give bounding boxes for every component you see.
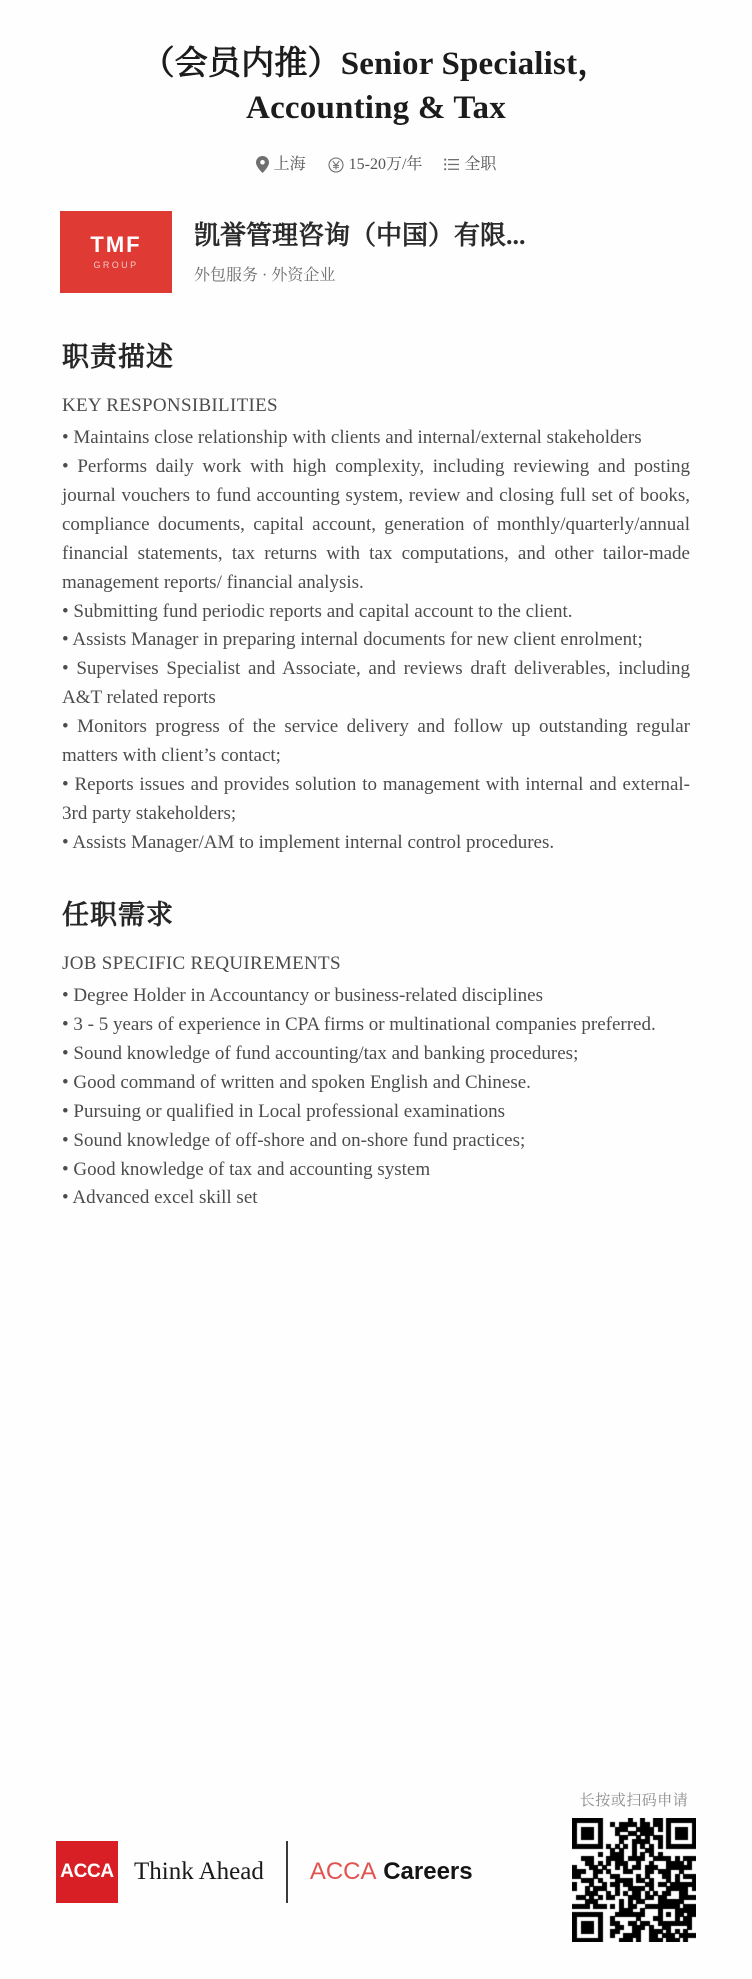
list-item: • Performs daily work with high complexity, including reviewing and posting journal vouchers to fund accounting system, review and closing full set of books, compliance documents, capital account, generation of monthly/quarterly/annual financial statements, tax returns with tax computations, and other tailor-made management reports/ financial analysis. [62, 456, 690, 593]
list-item: • Monitors progress of the service delivery and follow up outstanding regular matters with client’s contact; [62, 716, 690, 766]
company-info [194, 220, 696, 286]
responsibilities-list [62, 424, 690, 857]
acca-logo-text: ACCA [60, 1861, 114, 1882]
section-requirements [0, 899, 752, 1213]
list-item: • Supervises Specialist and Associate, and reviews draft deliverables, including A&T related reports [62, 658, 690, 709]
list-item: • Submitting fund periodic reports and capital account to the client. [62, 600, 573, 622]
qr-block[interactable] [572, 1789, 696, 1942]
list-lines-icon [444, 158, 459, 171]
meta-salary-label: 15-20万/年 [348, 155, 423, 173]
footer [0, 1789, 752, 1939]
meta-employment-type [444, 157, 496, 173]
acca-tagline: Think Ahead [134, 1858, 264, 1885]
job-meta-row [70, 156, 682, 173]
list-item: • Good command of written and spoken English and Chinese. [62, 1071, 531, 1093]
list-item: • Pursuing or qualified in Local professional examinations [62, 1100, 506, 1122]
company-logo [60, 211, 172, 293]
requirements-subheading: JOB SPECIFIC REQUIREMENTS [62, 952, 341, 974]
qr-code-image[interactable] [572, 1818, 696, 1942]
list-item: • 3 - 5 years of experience in CPA firms or multinational companies preferred. [62, 1014, 656, 1036]
acca-careers-word: Careers [383, 1858, 473, 1885]
responsibilities-subheading: KEY RESPONSIBILITIES [62, 394, 278, 416]
page-title: （会员内推）Senior Specialist，Accounting & Tax [141, 46, 611, 127]
acca-careers-brand-word: ACCA [309, 1858, 377, 1885]
list-item: • Good knowledge of tax and accounting system [62, 1158, 431, 1180]
responsibilities-heading: 职责描述 [62, 342, 174, 373]
company-name: 凯誉管理咨询（中国）有限... [194, 220, 526, 250]
company-tags: 外包服务 · 外资企业 [194, 267, 336, 285]
requirements-list [62, 982, 690, 1213]
qr-caption: 长按或扫码申请 [579, 1793, 689, 1809]
meta-employment-type-label: 全职 [464, 155, 497, 173]
acca-branding [56, 1841, 473, 1903]
meta-location-label: 上海 [273, 155, 306, 173]
list-item: • Maintains close relationship with clients and internal/external stakeholders [62, 427, 642, 449]
acca-careers-brand [310, 1858, 473, 1886]
section-responsibilities [0, 341, 752, 857]
list-item: • Assists Manager/AM to implement internal control procedures. [62, 831, 555, 853]
list-item: • Advanced excel skill set [62, 1187, 258, 1209]
list-item: • Sound knowledge of fund accounting/tax and banking procedures; [62, 1043, 579, 1065]
location-pin-icon [256, 156, 269, 173]
acca-logo [56, 1841, 118, 1903]
company-row[interactable] [0, 211, 752, 293]
list-item: • Sound knowledge of off-shore and on-shore fund practices; [62, 1129, 526, 1151]
title-block [0, 0, 752, 173]
list-item: • Assists Manager in preparing internal documents for new client enrolment; [62, 629, 643, 651]
company-logo-sub-text: GROUP [93, 260, 139, 271]
company-logo-main-text: TMF [90, 232, 142, 258]
list-item: • Degree Holder in Accountancy or business-related disciplines [62, 985, 543, 1007]
meta-location [256, 156, 306, 173]
meta-salary [328, 157, 423, 173]
list-item: • Reports issues and provides solution to management with internal and external- 3rd party stakeholders; [62, 773, 690, 824]
footer-divider [286, 1841, 288, 1903]
requirements-heading: 任职需求 [62, 900, 174, 931]
yen-circle-icon [328, 157, 344, 173]
